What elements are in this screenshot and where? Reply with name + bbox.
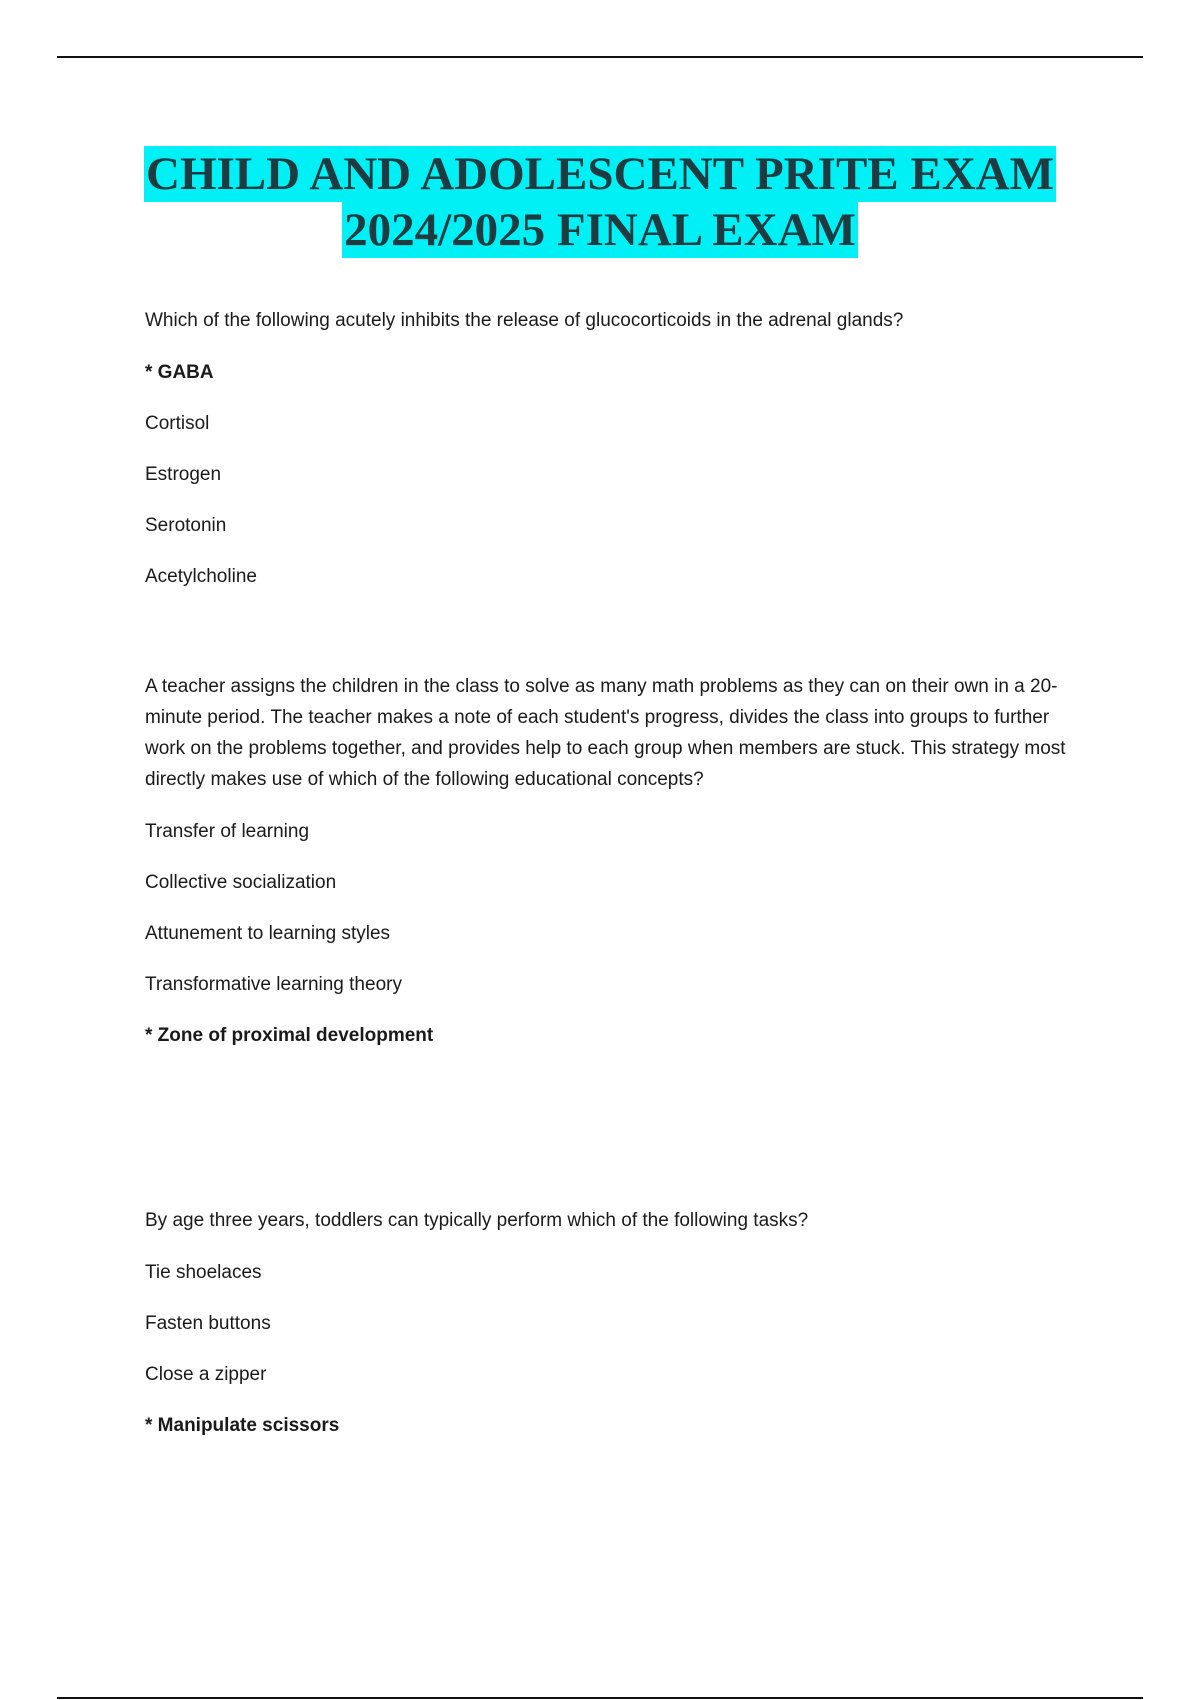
answer-option: Transformative learning theory [145,974,402,995]
top-divider [57,56,1143,58]
answer-option: Fasten buttons [145,1313,271,1334]
question-text: Which of the following acutely inhibits the release of glucocorticoids in the adrenal glands? [145,310,904,331]
question-text: By age three years, toddlers can typically perform which of the following tasks? [145,1210,809,1231]
question-text: A teacher assigns the children in the class to solve as many math problems as they can on their own in a 20-minute period. The teacher makes a note of each student's progress, divides the class into groups to further work on the problems together, and provides help to each group when members are stuck. This strategy most directly makes use of which of the following educational concepts? [145,676,1066,790]
answer-option: Transfer of learning [145,821,310,842]
question-1 [145,305,1085,591]
answer-option: Acetylcholine [145,566,257,587]
answer-option: Collective socialization [145,872,337,893]
title-line-1: CHILD AND ADOLESCENT PRITE EXAM [146,148,1054,200]
answer-option: Serotonin [145,515,227,536]
spacer [145,1072,1085,1205]
answer-option: Estrogen [145,464,222,485]
question-3 [145,1205,1085,1440]
spacer [145,613,1085,671]
answer-option: Tie shoelaces [145,1262,262,1283]
question-2 [145,671,1085,1050]
answer-option: Cortisol [145,413,210,434]
bottom-divider [57,1697,1143,1699]
exam-content [145,305,1085,1462]
document-title [0,146,1200,258]
answer-option-correct: * GABA [145,362,214,383]
answer-option: Close a zipper [145,1364,267,1385]
title-line-2: 2024/2025 FINAL EXAM [344,204,856,256]
answer-option-correct: * Manipulate scissors [145,1415,340,1436]
answer-option-correct: * Zone of proximal development [145,1025,434,1046]
answer-option: Attunement to learning styles [145,923,391,944]
